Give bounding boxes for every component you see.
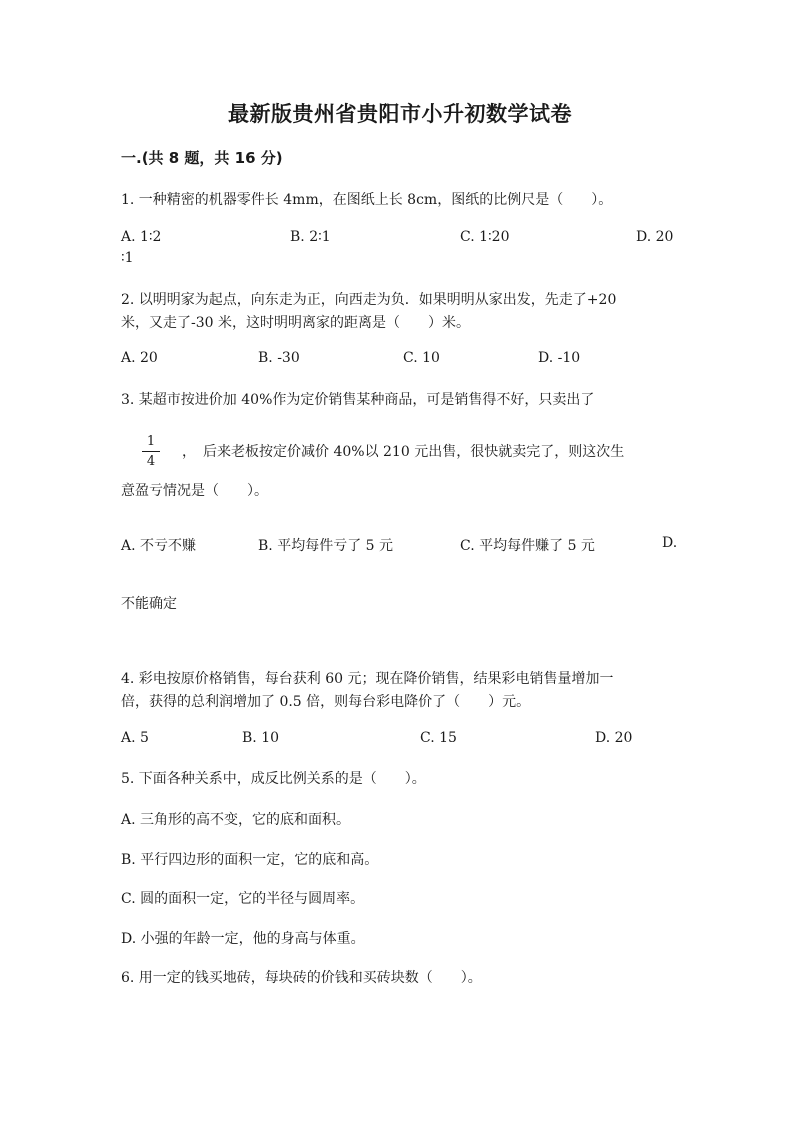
page-title: 最新版贵州省贵阳市小升初数学试卷	[228, 102, 572, 126]
question-3-option-a: A. 不亏不赚	[121, 538, 197, 554]
question-3-option-d: D.	[662, 535, 678, 551]
question-2-option-c: C. 10	[403, 350, 440, 366]
question-4-option-d: D. 20	[595, 730, 633, 746]
question-3-line-2: ， 后来老板按定价减价 40%以 210 元出售，很快就卖完了，则这次生	[182, 444, 625, 460]
question-3-option-c: C. 平均每件赚了 5 元	[460, 538, 595, 554]
question-4-option-b: B. 10	[242, 730, 280, 746]
question-2-line-2: 米，又走了-30 米，这时明明离家的距离是（ ）米。	[121, 315, 470, 331]
question-3-option-b: B. 平均每件亏了 5 元	[258, 538, 393, 554]
question-2-line-1: 2. 以明明家为起点，向东走为正，向西走为负．如果明明从家出发，先走了+20	[121, 292, 617, 308]
question-4-line-1: 4. 彩电按原价格销售，每台获利 60 元；现在降价销售，结果彩电销售量增加一	[121, 671, 614, 687]
fraction-bar	[142, 451, 160, 452]
question-3-line-1: 3. 某超市按进价加 40%作为定价销售某种商品，可是销售得不好，只卖出了	[121, 392, 595, 408]
question-1-stem: 1. 一种精密的机器零件长 4mm，在图纸上长 8cm，图纸的比例尺是（ ）。	[121, 192, 613, 208]
fraction-one-quarter	[142, 434, 160, 469]
question-3-line-3: 意盈亏情况是（ ）。	[121, 483, 268, 499]
question-1-option-d-wrap: ∶1	[121, 250, 134, 266]
fraction-numerator: 1	[146, 434, 156, 449]
question-2-option-d: D. -10	[538, 350, 581, 366]
section-heading: 一.(共 8 题，共 16 分)	[121, 149, 283, 167]
question-5-stem: 5. 下面各种关系中，成反比例关系的是（ ）。	[121, 771, 426, 787]
question-1-option-b: B. 2∶1	[290, 229, 331, 245]
question-6-stem: 6. 用一定的钱买地砖，每块砖的价钱和买砖块数（ ）。	[121, 970, 482, 986]
question-4-option-c: C. 15	[420, 730, 457, 746]
question-5-option-d: D. 小强的年龄一定，他的身高与体重。	[121, 931, 365, 947]
question-5-option-a: A. 三角形的高不变，它的底和面积。	[121, 812, 351, 828]
question-1-option-c: C. 1∶20	[460, 229, 510, 245]
question-3-option-d-wrap: 不能确定	[121, 596, 177, 612]
question-2-option-b: B. -30	[258, 350, 300, 366]
fraction-denominator: 4	[146, 454, 156, 469]
question-4-line-2: 倍，获得的总利润增加了 0.5 倍，则每台彩电降价了（ ）元。	[121, 694, 531, 710]
question-4-option-a: A. 5	[121, 730, 149, 746]
question-2-option-a: A. 20	[121, 350, 158, 366]
question-5-option-b: B. 平行四边形的面积一定，它的底和高。	[121, 852, 379, 868]
question-1-option-a: A. 1∶2	[121, 229, 162, 245]
question-5-option-c: C. 圆的面积一定，它的半径与圆周率。	[121, 891, 365, 907]
question-1-option-d: D. 20	[636, 229, 674, 245]
